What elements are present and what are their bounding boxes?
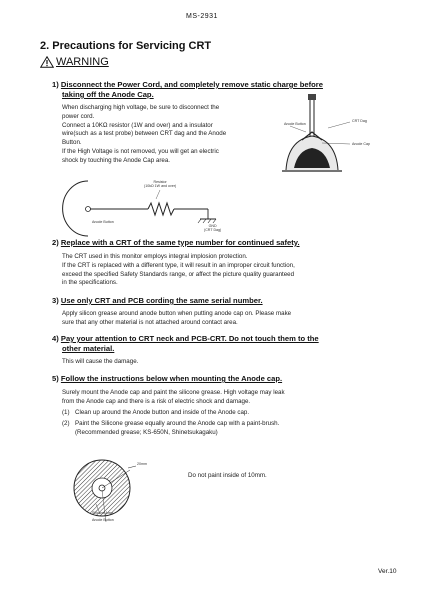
silicone-area-label: Silicone Area xyxy=(92,511,113,515)
item-2-heading xyxy=(52,238,392,248)
item-1-heading-line2: taking off the Anode Cap. xyxy=(62,90,154,99)
silicone-area-illustration xyxy=(70,448,190,530)
step-2-text: Paint the Silicone grease equally around the Anode cap with a paint-brush. xyxy=(75,419,280,427)
item-3-body-line: sure that any other material is not attached around contact area. xyxy=(62,318,238,326)
item-2-body-line: exceed the specified Safety Standards range, or affect the picture quality guaranteed xyxy=(62,270,295,278)
item-1-number: 1) xyxy=(52,80,59,89)
diagram2-anode-button-label: Anode Button xyxy=(284,122,306,126)
item-1-body-line: Connect a 10KΩ resistor (1W and over) and a insulator xyxy=(62,121,213,129)
item-5-heading-text: Follow the instructions below when mounting the Anode cap. xyxy=(60,374,283,383)
silicone-area-diagram xyxy=(70,448,190,530)
item-3-body-line: Apply silicon grease around anode button when putting anode cap on. Please make xyxy=(62,310,292,317)
gnd-sub: (CRT Dag) xyxy=(204,228,222,232)
model-number: MS-2931 xyxy=(186,13,218,20)
resistor-name: Resistor xyxy=(153,180,167,184)
item-2-body-line: If the CRT is replaced with a different type, it will result in an improper circuit function, xyxy=(62,261,295,269)
item-3-body xyxy=(62,310,402,328)
crt-dag-label: CRT Dag xyxy=(352,119,367,123)
item-5-steps xyxy=(62,409,402,437)
item-1-heading-line1: Disconnect the Power Cord, and completely remove static charge before xyxy=(60,80,323,89)
item-2-heading-text: Replace with a CRT of the same type number for continued safety. xyxy=(60,238,300,247)
gnd-name: GND xyxy=(208,224,217,228)
step-2-number: (2) xyxy=(62,419,70,427)
resistor-label xyxy=(144,180,176,188)
step-2-sub: (Recommended grease; KS-650N, Shinetsukagaku) xyxy=(75,428,218,436)
discharge-circuit-diagram xyxy=(58,176,238,242)
resistor-spec: (10kΩ 1W and over) xyxy=(144,184,177,188)
item-3-heading-text: Use only CRT and PCB cording the same serial number. xyxy=(60,296,263,305)
diagram1-anode-button-label: Anode Button xyxy=(92,220,114,224)
anode-cap-diagram xyxy=(280,88,390,180)
diameter-label: 20mm xyxy=(137,462,147,466)
item-1-body-line: When discharging high voltage, be sure to disconnect the xyxy=(62,104,220,111)
warning-heading xyxy=(40,56,109,68)
item-2-body xyxy=(62,253,402,288)
version-label: Ver.10 xyxy=(378,568,397,575)
item-1-body-line: Button. xyxy=(62,139,82,147)
item-3-heading xyxy=(52,296,392,306)
item-5-heading xyxy=(52,374,392,384)
warning-label: WARNING xyxy=(56,56,109,68)
step-1 xyxy=(62,409,402,418)
step-1-text: Clean up around the Anode button and inside of the Anode cap. xyxy=(75,409,250,416)
gnd-label xyxy=(204,224,221,232)
warning-triangle-icon xyxy=(40,56,54,68)
item-5-number: 5) xyxy=(52,374,59,383)
crt-anode-cap-illustration xyxy=(280,88,390,180)
item-1-body-line: If the High Voltage is not removed, you will get an electric xyxy=(62,147,219,155)
item-2-body-line: in the specifications. xyxy=(62,279,118,287)
item-5-body-line: from the Anode cap and there is a risk of electric shock and damage. xyxy=(62,397,251,405)
item-2-body-line: The CRT used in this monitor employs integral implosion protection. xyxy=(62,253,248,260)
item-3-number: 3) xyxy=(52,296,59,305)
paint-note: Do not paint inside of 10mm. xyxy=(188,472,267,479)
step-1-number: (1) xyxy=(62,409,70,416)
item-5-body-line: Surely mount the Anode cap and paint the silicone grease. High voltage may leak xyxy=(62,389,285,396)
section-title: 2. Precautions for Servicing CRT xyxy=(40,40,212,52)
item-1-body-line: power cord. xyxy=(62,112,95,120)
item-4-body-line: This will cause the damage. xyxy=(62,358,139,365)
item-5-body xyxy=(62,389,402,407)
anode-cap-label: Anode Cap xyxy=(352,142,370,146)
item-1-body xyxy=(62,104,287,166)
item-4-heading-line1: Pay your attention to CRT neck and PCB-CRT. Do not touch them to the xyxy=(60,334,319,343)
item-4-number: 4) xyxy=(52,334,59,343)
item-1-body-line: wire(such as a test probe) between CRT dag and the Anode xyxy=(62,130,227,138)
diagram3-anode-button-label: Anode Button xyxy=(92,518,114,522)
step-2 xyxy=(62,420,402,429)
item-4-body xyxy=(62,358,402,367)
item-4-heading xyxy=(52,334,392,354)
item-1-body-line: shock by touching the Anode Cap area. xyxy=(62,156,171,164)
item-2-number: 2) xyxy=(52,238,59,247)
item-4-heading-line2: other material. xyxy=(62,344,115,353)
